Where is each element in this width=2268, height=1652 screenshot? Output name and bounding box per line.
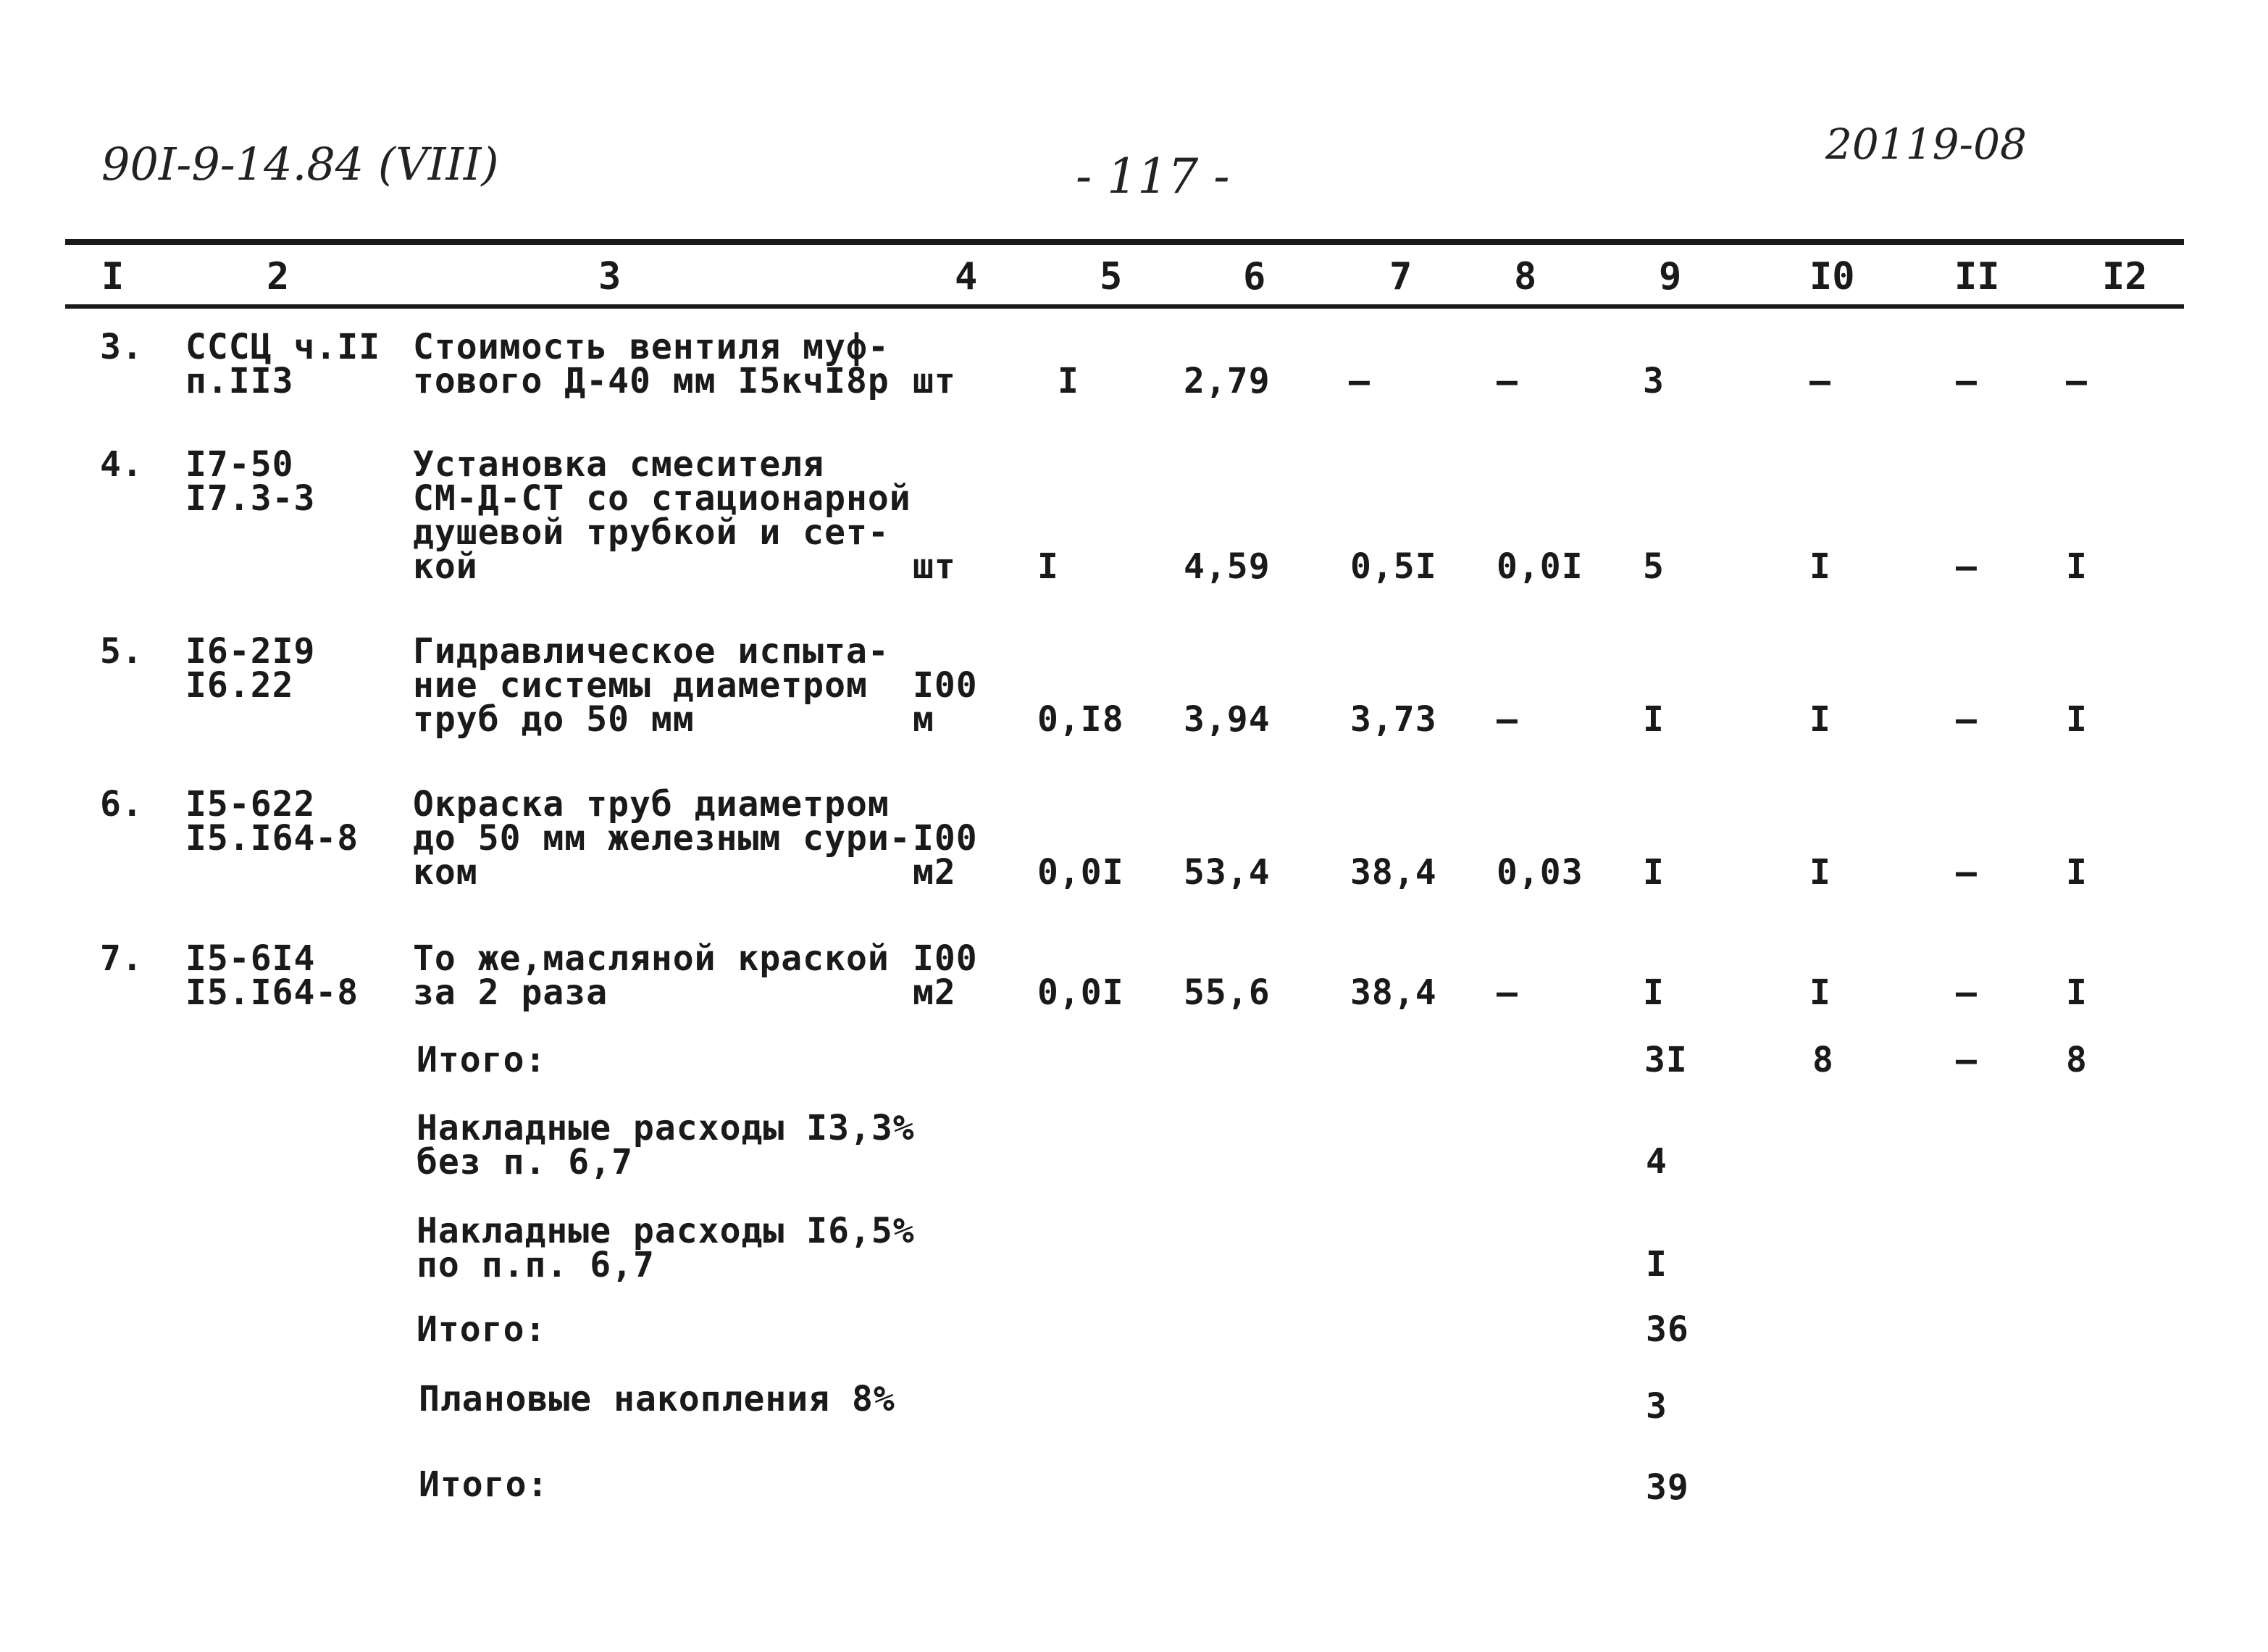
row-description: Установка смесителя СМ-Д-СТ со стационарной душевой трубкой и сет- кой [413,444,911,587]
row-code: I5-6I4 I5.I64-8 [185,938,359,1013]
row-col9: I [1643,699,1665,740]
summary-label: Итого: [417,1040,547,1080]
row-description: Стоимость вентиля муф- тового Д-40 мм I5кчI8р [413,327,890,401]
row-col10: I [1809,852,1831,893]
row-number: 6. [100,784,143,825]
row-col10: – [1809,361,1831,401]
row-number: 4. [100,444,143,485]
summary-label: Накладные расходы I6,5% по п.п. 6,7 [417,1211,915,1285]
row-col7: 38,4 [1350,852,1437,893]
row-col8: 0,0I [1497,546,1583,587]
row-col7: 0,5I [1350,546,1437,587]
row-col6: 55,6 [1184,972,1271,1013]
summary-col12: 8 [2066,1040,2088,1080]
row-col9: 3 [1643,361,1665,401]
column-header-6: 6 [1243,255,1266,299]
row-col9: 5 [1643,546,1665,587]
row-col9: I [1643,972,1665,1013]
column-header-9: 9 [1659,255,1682,299]
row-col11: – [1956,699,1978,740]
document-code: 90I-9-14.84 (VIII) [101,138,499,191]
row-description: Окраска труб диаметром до 50 мм железным сури- ком [413,784,911,893]
summary-col9: 4 [1646,1141,1667,1182]
column-header-7: 7 [1389,255,1413,299]
archive-number: 20119-08 [1825,120,2027,169]
summary-col9: I [1646,1244,1667,1285]
row-code: I7-50 I7.3-3 [185,444,316,519]
row-col10: I [1809,972,1831,1013]
summary-label: Плановые накопления 8% [419,1379,895,1419]
column-header-12: I2 [2102,255,2148,299]
row-col6: 53,4 [1184,852,1271,893]
row-col8: – [1497,972,1518,1013]
row-col11: – [1956,852,1978,893]
column-header-2: 2 [267,255,290,299]
row-col6: 2,79 [1184,361,1271,401]
row-description: Гидравлическое испыта- ние системы диаметром труб до 50 мм [413,631,890,740]
row-col5: 0,0I [1037,972,1124,1013]
row-col7: – [1349,361,1371,401]
row-code: I6-2I9 I6.22 [185,631,316,706]
summary-col11: – [1956,1040,1978,1080]
row-col11: – [1956,361,1978,401]
row-col11: – [1956,972,1978,1013]
row-unit: I00 м [913,665,978,740]
row-col12: – [2066,361,2088,401]
column-header-1: I [101,255,125,299]
row-col9: I [1643,852,1665,893]
column-header-10: I0 [1809,255,1855,299]
row-col5: 0,I8 [1037,699,1124,740]
row-code: СССЦ ч.II п.II3 [185,327,381,401]
row-col10: I [1809,699,1831,740]
column-header-5: 5 [1100,255,1123,299]
summary-col10: 8 [1812,1040,1834,1080]
summary-col9: 39 [1646,1467,1689,1508]
summary-col9: 3I [1644,1040,1688,1080]
row-col10: I [1809,546,1831,587]
row-unit: шт [913,546,956,587]
row-col6: 4,59 [1184,546,1271,587]
summary-label: Накладные расходы I3,3% без п. 6,7 [417,1108,915,1182]
row-code: I5-622 I5.I64-8 [185,784,359,859]
row-col12: I [2066,852,2088,893]
row-unit: I00 м2 [913,938,978,1013]
row-col11: – [1956,546,1978,587]
row-col5: I [1037,546,1059,587]
row-col5: I [1058,361,1079,401]
row-col5: 0,0I [1037,852,1124,893]
column-header-4: 4 [955,255,978,299]
row-col7: 3,73 [1350,699,1437,740]
column-header-11: II [1954,255,2000,299]
summary-col9: 36 [1646,1309,1689,1350]
summary-label: Итого: [419,1464,549,1505]
row-col6: 3,94 [1184,699,1271,740]
row-unit: шт [913,361,956,401]
table-top-rule [65,239,2184,245]
row-col7: 38,4 [1350,972,1437,1013]
row-col12: I [2066,972,2088,1013]
summary-col9: 3 [1646,1386,1667,1427]
row-description: То же,масляной краской за 2 раза [413,938,890,1013]
row-number: 5. [100,631,143,672]
column-header-3: 3 [598,255,622,299]
row-col8: – [1497,361,1518,401]
summary-label: Итого: [417,1309,547,1350]
row-col12: I [2066,699,2088,740]
row-number: 3. [100,327,143,367]
row-col12: I [2066,546,2088,587]
row-col8: – [1497,699,1518,740]
row-number: 7. [100,938,143,979]
row-unit: I00 м2 [913,818,978,893]
column-header-8: 8 [1514,255,1537,299]
page-number: - 117 - [1076,149,1230,204]
table-header-rule [65,304,2184,309]
row-col8: 0,03 [1497,852,1583,893]
